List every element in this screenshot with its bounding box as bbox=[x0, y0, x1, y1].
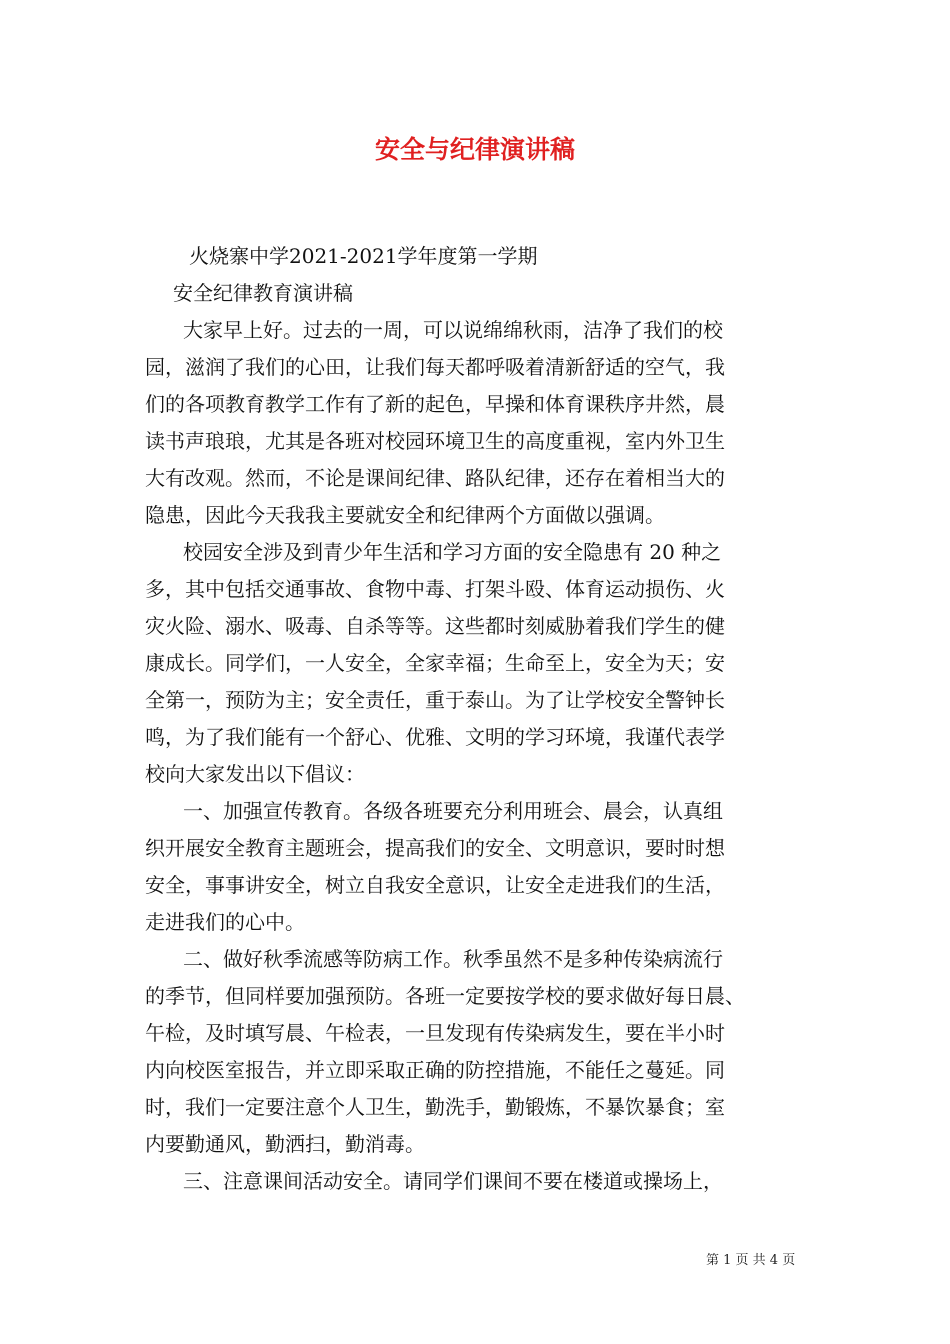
document-body bbox=[145, 238, 805, 1200]
paragraph-line: 读书声琅琅，尤其是各班对校园环境卫生的高度重视，室内外卫生 bbox=[145, 429, 725, 453]
paragraph-line: 时，我们一定要注意个人卫生，勤洗手，勤锻炼，不暴饮暴食；室 bbox=[145, 1095, 725, 1119]
paragraph-line: 鸣，为了我们能有一个舒心、优雅、文明的学习环境，我谨代表学 bbox=[145, 725, 725, 749]
paragraph-line: 三、注意课间活动安全。请同学们课间不要在楼道或操场上， bbox=[183, 1169, 723, 1193]
paragraph-line: 织开展安全教育主题班会，提高我们的安全、文明意识，要时时想 bbox=[145, 836, 725, 860]
paragraph-line: 一、加强宣传教育。各级各班要充分利用班会、晨会，认真组 bbox=[183, 799, 723, 823]
paragraph-line: 大家早上好。过去的一周，可以说绵绵秋雨，洁净了我们的校 bbox=[183, 318, 723, 342]
paragraph-line: 多，其中包括交通事故、食物中毒、打架斗殴、体育运动损伤、火 bbox=[145, 577, 725, 601]
paragraph-line: 们的各项教育教学工作有了新的起色，早操和体育课秩序井然，晨 bbox=[145, 392, 725, 416]
paragraph-line: 校园安全涉及到青少年生活和学习方面的安全隐患有 20 种之 bbox=[183, 540, 722, 564]
paragraph-line: 全第一，预防为主；安全责任，重于泰山。为了让学校安全警钟长 bbox=[145, 688, 725, 712]
paragraph-line: 安全，事事讲安全，树立自我安全意识，让安全走进我们的生活， bbox=[145, 873, 725, 897]
paragraph-line: 园，滋润了我们的心田，让我们每天都呼吸着清新舒适的空气，我 bbox=[145, 355, 725, 379]
paragraph-line: 的季节，但同样要加强预防。各班一定要按学校的要求做好每日晨、 bbox=[145, 984, 745, 1008]
subtitle-line-2: 安全纪律教育演讲稿 bbox=[173, 281, 353, 305]
paragraph-line: 隐患，因此今天我我主要就安全和纪律两个方面做以强调。 bbox=[145, 503, 665, 527]
document-title: 安全与纪律演讲稿 bbox=[374, 135, 575, 164]
page-number-footer: 第 1 页 共 4 页 bbox=[706, 1253, 796, 1268]
paragraph-line: 二、做好秋季流感等防病工作。秋季虽然不是多种传染病流行 bbox=[183, 947, 723, 971]
paragraph-line: 校向大家发出以下倡议： bbox=[145, 762, 365, 786]
paragraph-line: 康成长。同学们，一人安全，全家幸福；生命至上，安全为天；安 bbox=[145, 651, 725, 675]
paragraph-line: 内向校医室报告，并立即采取正确的防控措施，不能任之蔓延。同 bbox=[145, 1058, 725, 1082]
paragraph-line: 大有改观。然而，不论是课间纪律、路队纪律，还存在着相当大的 bbox=[145, 466, 725, 490]
paragraph-line: 内要勤通风，勤洒扫，勤消毒。 bbox=[145, 1132, 425, 1156]
subtitle-line-1: 火烧寨中学2021-2021学年度第一学期 bbox=[189, 244, 538, 268]
paragraph-line: 灾火险、溺水、吸毒、自杀等等。这些都时刻威胁着我们学生的健 bbox=[145, 614, 725, 638]
paragraph-line: 午检，及时填写晨、午检表，一旦发现有传染病发生，要在半小时 bbox=[145, 1021, 725, 1045]
paragraph-line: 走进我们的心中。 bbox=[145, 910, 305, 934]
